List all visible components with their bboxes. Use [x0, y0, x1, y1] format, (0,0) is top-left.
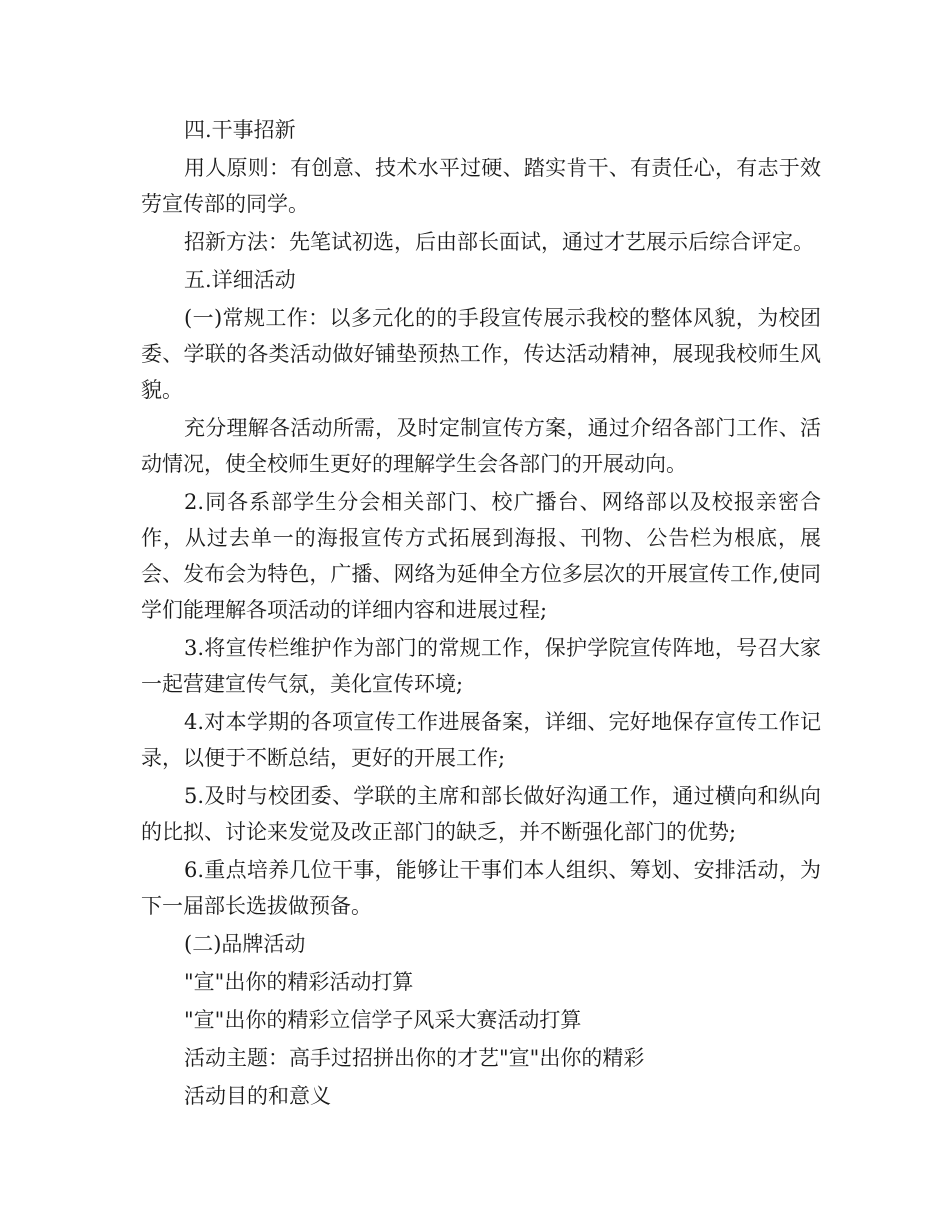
- document-body: [141, 112, 821, 1116]
- section-heading-recruitment: 四.干事招新: [184, 118, 296, 142]
- activity-purpose-heading: 活动目的和意义: [184, 1084, 331, 1108]
- section-heading-activities: 五.详细活动: [184, 268, 296, 292]
- list-item-6: 6.重点培养几位干事，能够让干事们本人组织、筹划、安排活动，为下一届部长选拔做预备。: [141, 858, 821, 918]
- activity-plan-title: "宣"出你的精彩活动打算: [184, 970, 414, 994]
- paragraph-routine-work: (一)常规工作：以多元化的的手段宣传展示我校的整体风貌，为校团委、学联的各类活动做好铺垫预热工作，传达活动精神，展现我校师生风貌。: [141, 306, 821, 402]
- list-item-3: 3.将宣传栏维护作为部门的常规工作，保护学院宣传阵地，号召大家一起营建宣传气氛，美化宣传环境;: [141, 636, 821, 696]
- list-item-2: 2.同各系部学生分会相关部门、校广播台、网络部以及校报亲密合作，从过去单一的海报宣传方式拓展到海报、刊物、公告栏为根底，展会、发布会为特色，广播、网络为延伸全方位多层次的开展宣传工作,使同学们能理解各项活动的详细内容和进展过程;: [141, 490, 821, 622]
- list-item-4: 4.对本学期的各项宣传工作进展备案，详细、完好地保存宣传工作记录，以便于不断总结，更好的开展工作;: [141, 710, 821, 770]
- paragraph-understand-needs: 充分理解各活动所需，及时定制宣传方案，通过介绍各部门工作、活动情况，使全校师生更好的理解学生会各部门的开展动向。: [141, 416, 821, 476]
- activity-theme: 活动主题：高手过招拼出你的才艺"宣"出你的精彩: [184, 1046, 645, 1070]
- paragraph-recruitment-method: 招新方法：先笔试初选，后由部长面试，通过才艺展示后综合评定。: [184, 230, 814, 254]
- activity-plan-subtitle: "宣"出你的精彩立信学子风采大赛活动打算: [184, 1008, 582, 1032]
- paragraph-hiring-principle: 用人原则：有创意、技术水平过硬、踏实肯干、有责任心，有志于效劳宣传部的同学。: [141, 156, 821, 216]
- list-item-5: 5.及时与校团委、学联的主席和部长做好沟通工作，通过横向和纵向的比拟、讨论来发觉及改正部门的缺乏，并不断强化部门的优势;: [141, 784, 821, 844]
- subsection-heading-brand-activities: (二)品牌活动: [184, 932, 306, 956]
